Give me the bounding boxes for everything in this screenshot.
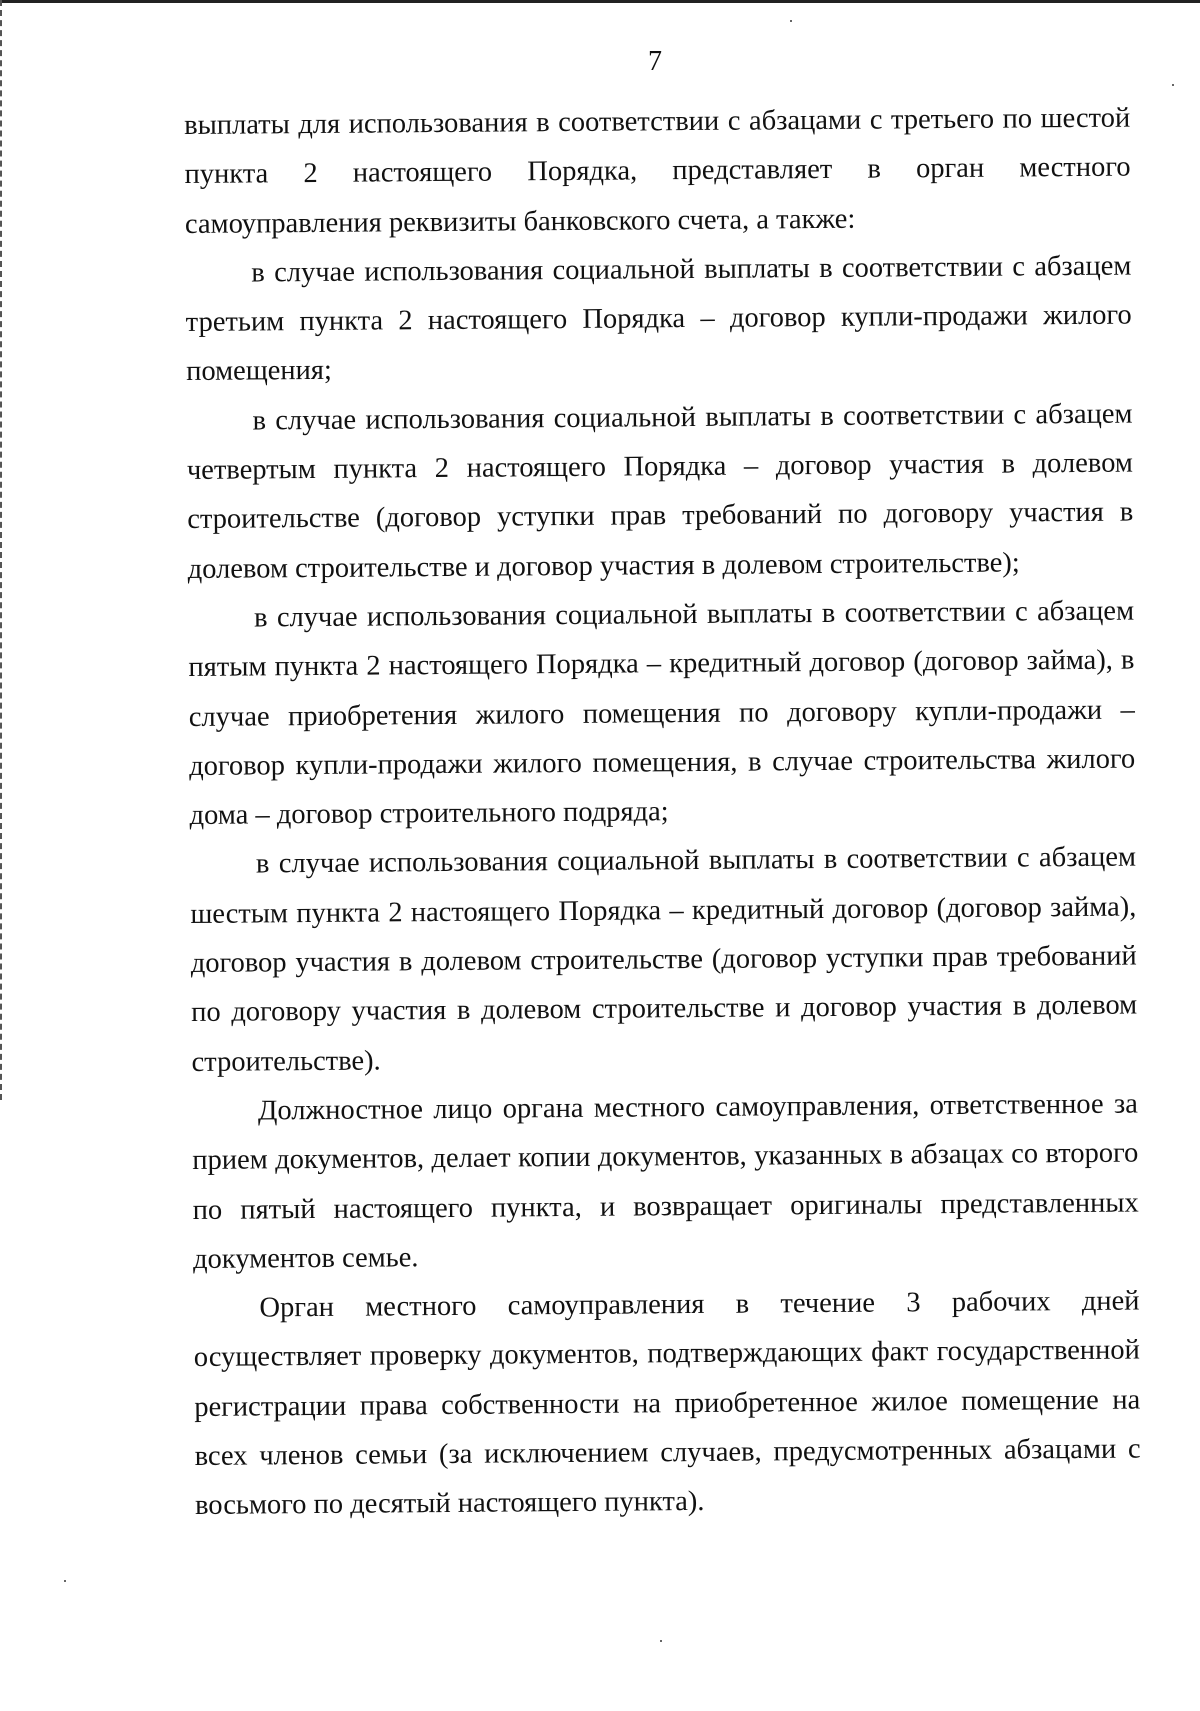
text-line: самоуправления реквизиты банковского счета, а также: [184, 203, 856, 240]
text-line: четвертым пункта 2 настоящего Порядка – договор участия в долевом [186, 447, 1133, 487]
text-line: документов семье. [192, 1242, 419, 1275]
scan-top-edge [0, 0, 1200, 3]
paragraph [186, 389, 1134, 594]
text-line: строительстве). [191, 1045, 381, 1078]
text-line: третьим пункта 2 настоящего Порядка – договор купли-продажи жилого [185, 299, 1132, 339]
text-line: пункта 2 настоящего Порядка, представляет в орган местного [184, 151, 1131, 191]
text-line: шестым пункта 2 настоящего Порядка – кредитный договор (договор займа), [190, 891, 1137, 930]
text-line: пятым пункта 2 настоящего Порядка – кредитный договор (договор займа), в [188, 644, 1135, 684]
paragraph [192, 1079, 1140, 1284]
text-line: дома – договор строительного подряда; [189, 796, 669, 832]
text-line: Орган местного самоуправления в течение 3 рабочих дней [259, 1285, 1140, 1324]
text-line: в случае использования социальной выплаты в соответствии с абзацем [255, 842, 1137, 880]
text-line: договор участия в долевом строительстве (договор уступки прав требований [190, 940, 1137, 980]
text-line: в случае использования социальной выплаты в соответствии с абзацем [251, 250, 1132, 289]
text-line: всех членов семьи (за исключением случаев, предусмотренных абзацами с [194, 1433, 1141, 1472]
scan-speck [790, 20, 792, 22]
text-line: регистрации права собственности на приобретенное жилое помещение на [194, 1384, 1141, 1423]
text-line: в случае использования социальной выплаты в соответствии с абзацем [252, 398, 1133, 437]
text-line: выплаты для использования в соответствии с абзацами с третьего по шестой [184, 102, 1131, 141]
text-line: восьмого по десятый настоящего пункта). [194, 1486, 705, 1522]
scan-speck [660, 1640, 662, 1642]
text-line: случае приобретения жилого помещения по договору купли-продажи – [188, 694, 1135, 733]
text-line: осуществляет проверку документов, подтверждающих факт государственной [193, 1334, 1140, 1374]
document-body [184, 94, 1141, 1531]
text-line: в случае использования социальной выплаты в соответствии с абзацем [253, 595, 1135, 634]
page-number: 7 [648, 46, 662, 77]
paragraph [184, 94, 1131, 249]
text-line: прием документов, делает копии документов, указанных в абзацах со второго [192, 1137, 1139, 1177]
paragraph [193, 1277, 1141, 1531]
paragraph [185, 241, 1132, 396]
paragraph [188, 587, 1136, 841]
text-line: помещения; [186, 355, 333, 388]
paragraph [190, 833, 1138, 1087]
text-line: по пятый настоящего пункта, и возвращает оригиналы представленных [192, 1187, 1139, 1226]
text-line: строительстве (договор уступки прав требований по договору участия в [187, 496, 1134, 536]
scan-left-edge [0, 0, 4, 1100]
scan-speck [64, 1580, 66, 1582]
scan-speck [1172, 84, 1174, 86]
text-line: по договору участия в долевом строительстве и договор участия в долевом [191, 989, 1138, 1029]
text-line: Должностное лицо органа местного самоуправления, ответственное за [257, 1088, 1139, 1127]
text-line: долевом строительстве и договор участия в долевом строительстве); [187, 547, 1020, 585]
text-line: договор купли-продажи жилого помещения, в случае строительства жилого [189, 743, 1136, 782]
